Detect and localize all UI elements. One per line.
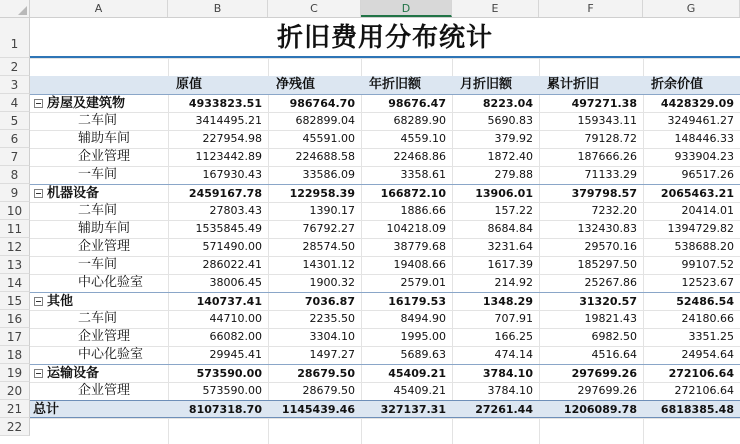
- column-header-c[interactable]: C: [268, 0, 361, 17]
- value-cell[interactable]: 1390.17: [309, 204, 355, 217]
- value-cell[interactable]: 682899.04: [295, 114, 355, 127]
- row-header-13[interactable]: 13: [0, 256, 30, 274]
- value-cell[interactable]: 12523.67: [681, 276, 734, 289]
- value-cell[interactable]: 497271.38: [571, 97, 637, 110]
- value-cell[interactable]: 3784.10: [487, 384, 533, 397]
- row-header-12[interactable]: 12: [0, 238, 30, 256]
- minus-box-icon[interactable]: [34, 297, 43, 306]
- value-cell[interactable]: 71133.29: [584, 168, 637, 181]
- column-header-d[interactable]: D: [361, 0, 452, 17]
- value-cell[interactable]: 27803.43: [209, 204, 262, 217]
- value-cell[interactable]: 38779.68: [393, 240, 446, 253]
- table-header-row: [30, 76, 740, 94]
- table-row: [30, 166, 740, 184]
- value-cell[interactable]: 707.91: [494, 312, 533, 325]
- value-cell[interactable]: 3351.25: [688, 330, 734, 343]
- group-label[interactable]: 运输设备: [47, 366, 100, 381]
- table-row: [30, 112, 740, 130]
- value-cell[interactable]: 68289.90: [393, 114, 446, 127]
- value-cell[interactable]: 187666.26: [577, 150, 637, 163]
- table-row: [30, 238, 740, 256]
- value-cell[interactable]: 1348.29: [482, 295, 533, 308]
- sheet-title[interactable]: 折旧费用分布统计: [30, 18, 740, 56]
- value-cell[interactable]: 185297.50: [577, 258, 637, 271]
- minus-box-icon[interactable]: [34, 189, 43, 198]
- value-cell[interactable]: 286022.41: [202, 258, 262, 271]
- row-label[interactable]: 二车间: [78, 203, 118, 218]
- group-row: [30, 364, 740, 382]
- row-label[interactable]: 企业管理: [78, 239, 131, 254]
- value-cell[interactable]: 3358.61: [400, 168, 446, 181]
- value-cell[interactable]: 8223.04: [482, 97, 533, 110]
- value-cell[interactable]: 4428329.09: [660, 97, 734, 110]
- minus-box-icon[interactable]: [34, 369, 43, 378]
- value-cell[interactable]: 38006.45: [209, 276, 262, 289]
- row-header-4[interactable]: 4: [0, 94, 30, 112]
- value-cell[interactable]: 52486.54: [676, 295, 734, 308]
- group-label[interactable]: 其他: [47, 294, 74, 309]
- value-cell[interactable]: 148446.33: [674, 132, 734, 145]
- value-cell[interactable]: 99107.52: [681, 258, 734, 271]
- value-cell[interactable]: 272106.64: [668, 367, 734, 380]
- grid-hline: [30, 58, 740, 59]
- row-header-18[interactable]: 18: [0, 346, 30, 364]
- table-row: [30, 130, 740, 148]
- value-cell[interactable]: 573590.00: [202, 384, 262, 397]
- value-cell[interactable]: 14301.12: [302, 258, 355, 271]
- value-cell[interactable]: 31320.57: [579, 295, 637, 308]
- row-header-22[interactable]: 22: [0, 418, 30, 436]
- value-cell[interactable]: 379798.57: [571, 187, 637, 200]
- value-cell[interactable]: 1535845.49: [195, 222, 262, 235]
- value-cell[interactable]: 28679.50: [297, 367, 355, 380]
- value-cell[interactable]: 986764.70: [289, 97, 355, 110]
- total-label[interactable]: 总计: [33, 402, 60, 417]
- value-cell[interactable]: 19821.43: [584, 312, 637, 325]
- table-row: [30, 220, 740, 238]
- value-cell[interactable]: 167930.43: [202, 168, 262, 181]
- row-header-17[interactable]: 17: [0, 328, 30, 346]
- value-cell[interactable]: 1872.40: [487, 150, 533, 163]
- column-header-e[interactable]: E: [452, 0, 539, 17]
- row-header-7[interactable]: 7: [0, 148, 30, 166]
- row-header-11[interactable]: 11: [0, 220, 30, 238]
- row-header-8[interactable]: 8: [0, 166, 30, 184]
- value-cell[interactable]: 379.92: [494, 132, 533, 145]
- value-cell[interactable]: 45409.21: [393, 384, 446, 397]
- value-cell[interactable]: 8494.90: [400, 312, 446, 325]
- value-cell[interactable]: 571490.00: [202, 240, 262, 253]
- table-row: [30, 328, 740, 346]
- value-cell[interactable]: 1900.32: [309, 276, 355, 289]
- value-cell[interactable]: 2459167.78: [188, 187, 262, 200]
- total-value-cell[interactable]: 327137.31: [380, 403, 446, 416]
- total-value-cell[interactable]: 1206089.78: [563, 403, 637, 416]
- table-row: [30, 382, 740, 400]
- value-cell[interactable]: 3414495.21: [195, 114, 262, 127]
- row-header-6[interactable]: 6: [0, 130, 30, 148]
- value-cell[interactable]: 297699.26: [577, 384, 637, 397]
- total-row: [30, 400, 740, 418]
- value-cell[interactable]: 272106.64: [674, 384, 734, 397]
- value-cell[interactable]: 2065463.21: [660, 187, 734, 200]
- column-label-5[interactable]: 累计折旧: [547, 77, 600, 92]
- row-header-5[interactable]: 5: [0, 112, 30, 130]
- column-header-g[interactable]: G: [643, 0, 740, 17]
- table-row: [30, 256, 740, 274]
- column-label-1[interactable]: 原值: [176, 77, 203, 92]
- value-cell[interactable]: 227954.98: [202, 132, 262, 145]
- row-header-3[interactable]: 3: [0, 76, 30, 94]
- value-cell[interactable]: 140737.41: [196, 295, 262, 308]
- select-all-icon: [18, 6, 27, 15]
- value-cell[interactable]: 122958.39: [289, 187, 355, 200]
- value-cell[interactable]: 25267.86: [584, 276, 637, 289]
- value-cell[interactable]: 7232.20: [591, 204, 637, 217]
- value-cell[interactable]: 45591.00: [302, 132, 355, 145]
- title-underline: [30, 56, 740, 58]
- value-cell[interactable]: 2579.01: [400, 276, 446, 289]
- table-row: [30, 274, 740, 292]
- value-cell[interactable]: 33586.09: [302, 168, 355, 181]
- table-row: [30, 346, 740, 364]
- value-cell[interactable]: 166.25: [494, 330, 533, 343]
- column-label-2[interactable]: 净残值: [276, 77, 316, 92]
- value-cell[interactable]: 4933823.51: [188, 97, 262, 110]
- row-label[interactable]: 中心化验室: [78, 275, 144, 290]
- value-cell[interactable]: 2235.50: [309, 312, 355, 325]
- row-header-14[interactable]: 14: [0, 274, 30, 292]
- value-cell[interactable]: 1617.39: [487, 258, 533, 271]
- value-cell[interactable]: 279.88: [494, 168, 533, 181]
- column-label-6[interactable]: 折余价值: [651, 77, 704, 92]
- value-cell[interactable]: 98676.47: [388, 97, 446, 110]
- value-cell[interactable]: 573590.00: [196, 367, 262, 380]
- value-cell[interactable]: 44710.00: [209, 312, 262, 325]
- row-label[interactable]: 辅助车间: [78, 131, 131, 146]
- row-header-10[interactable]: 10: [0, 202, 30, 220]
- value-cell[interactable]: 1995.00: [400, 330, 446, 343]
- row-header-15[interactable]: 15: [0, 292, 30, 310]
- group-label[interactable]: 机器设备: [47, 186, 100, 201]
- column-header-b[interactable]: B: [168, 0, 268, 17]
- value-cell[interactable]: 22468.86: [393, 150, 446, 163]
- column-header-a[interactable]: A: [30, 0, 168, 17]
- value-cell[interactable]: 7036.87: [304, 295, 355, 308]
- row-label[interactable]: 二车间: [78, 113, 118, 128]
- value-cell[interactable]: 1123442.89: [195, 150, 262, 163]
- group-row: [30, 292, 740, 310]
- value-cell[interactable]: 6982.50: [591, 330, 637, 343]
- column-label-3[interactable]: 年折旧额: [369, 77, 422, 92]
- value-cell[interactable]: 5689.63: [400, 348, 446, 361]
- value-cell[interactable]: 3304.10: [309, 330, 355, 343]
- group-label[interactable]: 房屋及建筑物: [47, 96, 126, 111]
- value-cell[interactable]: 1886.66: [400, 204, 446, 217]
- value-cell[interactable]: 214.92: [494, 276, 533, 289]
- column-header-f[interactable]: F: [539, 0, 643, 17]
- row-header-1[interactable]: 1: [0, 18, 30, 58]
- row-label[interactable]: 中心化验室: [78, 347, 144, 362]
- table-row: [30, 202, 740, 220]
- value-cell[interactable]: 3231.64: [487, 240, 533, 253]
- row-label[interactable]: 企业管理: [78, 149, 131, 164]
- value-cell[interactable]: 24180.66: [681, 312, 734, 325]
- value-cell[interactable]: 29945.41: [209, 348, 262, 361]
- value-cell[interactable]: 297699.26: [571, 367, 637, 380]
- value-cell[interactable]: 4516.64: [591, 348, 637, 361]
- value-cell[interactable]: 104218.09: [386, 222, 446, 235]
- value-cell[interactable]: 76792.27: [302, 222, 355, 235]
- row-header-21[interactable]: 21: [0, 400, 30, 418]
- value-cell[interactable]: 8684.84: [487, 222, 533, 235]
- column-label-4[interactable]: 月折旧额: [460, 77, 513, 92]
- row-header-19[interactable]: 19: [0, 364, 30, 382]
- column-header-bar: [0, 0, 740, 18]
- total-value-cell[interactable]: 8107318.70: [188, 403, 262, 416]
- value-cell[interactable]: 16179.53: [388, 295, 446, 308]
- total-value-cell[interactable]: 1145439.46: [281, 403, 355, 416]
- row-header-20[interactable]: 20: [0, 382, 30, 400]
- value-cell[interactable]: 13906.01: [475, 187, 533, 200]
- value-cell[interactable]: 1394729.82: [667, 222, 734, 235]
- value-cell[interactable]: 79128.72: [584, 132, 637, 145]
- group-row: [30, 184, 740, 202]
- value-cell[interactable]: 933904.23: [674, 150, 734, 163]
- value-cell[interactable]: 28574.50: [302, 240, 355, 253]
- value-cell[interactable]: 1497.27: [309, 348, 355, 361]
- value-cell[interactable]: 29570.16: [584, 240, 637, 253]
- row-header-16[interactable]: 16: [0, 310, 30, 328]
- table-row: [30, 148, 740, 166]
- value-cell[interactable]: 4559.10: [400, 132, 446, 145]
- value-cell[interactable]: 28679.50: [302, 384, 355, 397]
- value-cell[interactable]: 224688.58: [295, 150, 355, 163]
- group-row: [30, 94, 740, 112]
- row-label[interactable]: 企业管理: [78, 329, 131, 344]
- total-value-cell[interactable]: 6818385.48: [660, 403, 734, 416]
- row-header-2[interactable]: 2: [0, 58, 30, 76]
- row-label[interactable]: 辅助车间: [78, 221, 131, 236]
- row-label[interactable]: 一车间: [78, 167, 118, 182]
- value-cell[interactable]: 3249461.27: [667, 114, 734, 127]
- value-cell[interactable]: 66082.00: [209, 330, 262, 343]
- value-cell[interactable]: 159343.11: [577, 114, 637, 127]
- table-row: [30, 310, 740, 328]
- value-cell[interactable]: 5690.83: [487, 114, 533, 127]
- value-cell[interactable]: 538688.20: [674, 240, 734, 253]
- value-cell[interactable]: 20414.01: [681, 204, 734, 217]
- row-header-9[interactable]: 9: [0, 184, 30, 202]
- value-cell[interactable]: 96517.26: [681, 168, 734, 181]
- value-cell[interactable]: 24954.64: [681, 348, 734, 361]
- total-value-cell[interactable]: 27261.44: [475, 403, 533, 416]
- minus-box-icon[interactable]: [34, 99, 43, 108]
- select-all-corner[interactable]: [0, 0, 30, 17]
- value-cell[interactable]: 19408.66: [393, 258, 446, 271]
- value-cell[interactable]: 132430.83: [577, 222, 637, 235]
- value-cell[interactable]: 45409.21: [388, 367, 446, 380]
- value-cell[interactable]: 166872.10: [380, 187, 446, 200]
- value-cell[interactable]: 157.22: [494, 204, 533, 217]
- row-label[interactable]: 企业管理: [78, 383, 131, 398]
- value-cell[interactable]: 474.14: [494, 348, 533, 361]
- row-label[interactable]: 二车间: [78, 311, 118, 326]
- row-label[interactable]: 一车间: [78, 257, 118, 272]
- value-cell[interactable]: 3784.10: [482, 367, 533, 380]
